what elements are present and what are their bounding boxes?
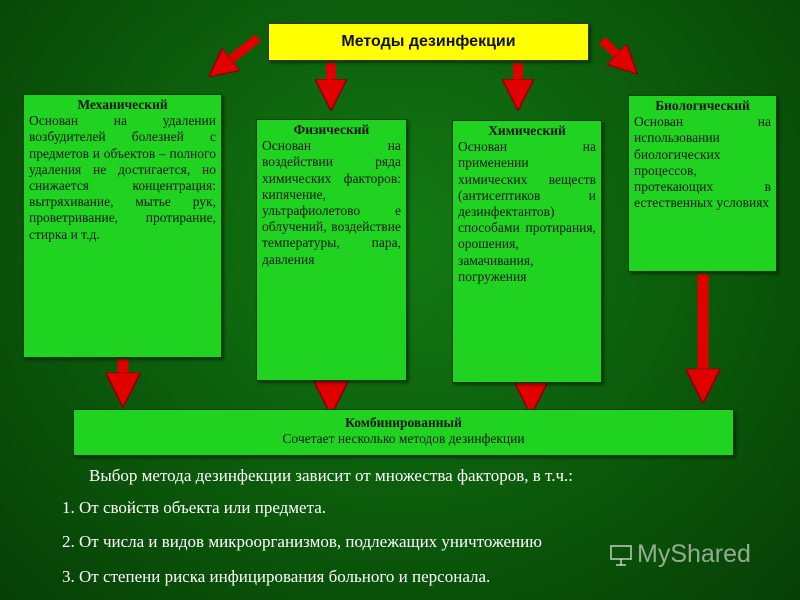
method-mechanical-text: Основан на удалении возбудителей болезней с предметов и объектов – полного удаления не достигается, но снижается концентрация: вытряхивание, мытье рук, проветривание, протирание, стирка и т.д.: [29, 113, 216, 242]
arrow-to-mechanical: [220, 38, 258, 68]
method-combined-title: Комбинированный: [345, 415, 462, 430]
method-biological-text: Основан на использовании биологических процессов, протекающих в естественных условиях: [634, 114, 771, 211]
method-mechanical-title: Механический: [77, 97, 168, 112]
factor-item: 1. От свойств объекта или предмета.: [62, 498, 327, 517]
method-biological-title: Биологический: [655, 98, 750, 113]
factor-item: 2. От числа и видов микроорганизмов, подлежащих уничтожению: [62, 532, 542, 551]
method-physical-text: Основан на воздействии ряда химических факторов: кипячение, ультрафиолетово е облучений, воздействие температуры, пара, давления: [262, 138, 401, 267]
method-chemical: [452, 120, 602, 383]
diagram-title: Методы дезинфекции: [268, 23, 589, 61]
method-chemical-title: Химический: [488, 123, 566, 138]
method-chemical-text: Основан на применении химических веществ (антисептиков и дезинфектантов) способами протирания, орошения, замачивания, погружения: [458, 139, 596, 284]
watermark: [608, 540, 751, 569]
factor-item: 3. От степени риска инфицирования больного и персонала.: [62, 567, 491, 586]
method-biological: [628, 95, 777, 272]
method-mechanical: [23, 94, 222, 358]
method-combined: [73, 409, 734, 456]
choice-intro: Выбор метода дезинфекции зависит от множества факторов, в т.ч.:: [89, 466, 573, 485]
presentation-board-icon: [608, 543, 634, 567]
method-physical-title: Физический: [293, 122, 370, 137]
method-physical: [256, 119, 407, 381]
arrow-to-biological: [602, 40, 627, 64]
method-combined-text: Сочетает несколько методов дезинфекции: [282, 431, 525, 447]
watermark-text: MyShared: [637, 540, 751, 568]
